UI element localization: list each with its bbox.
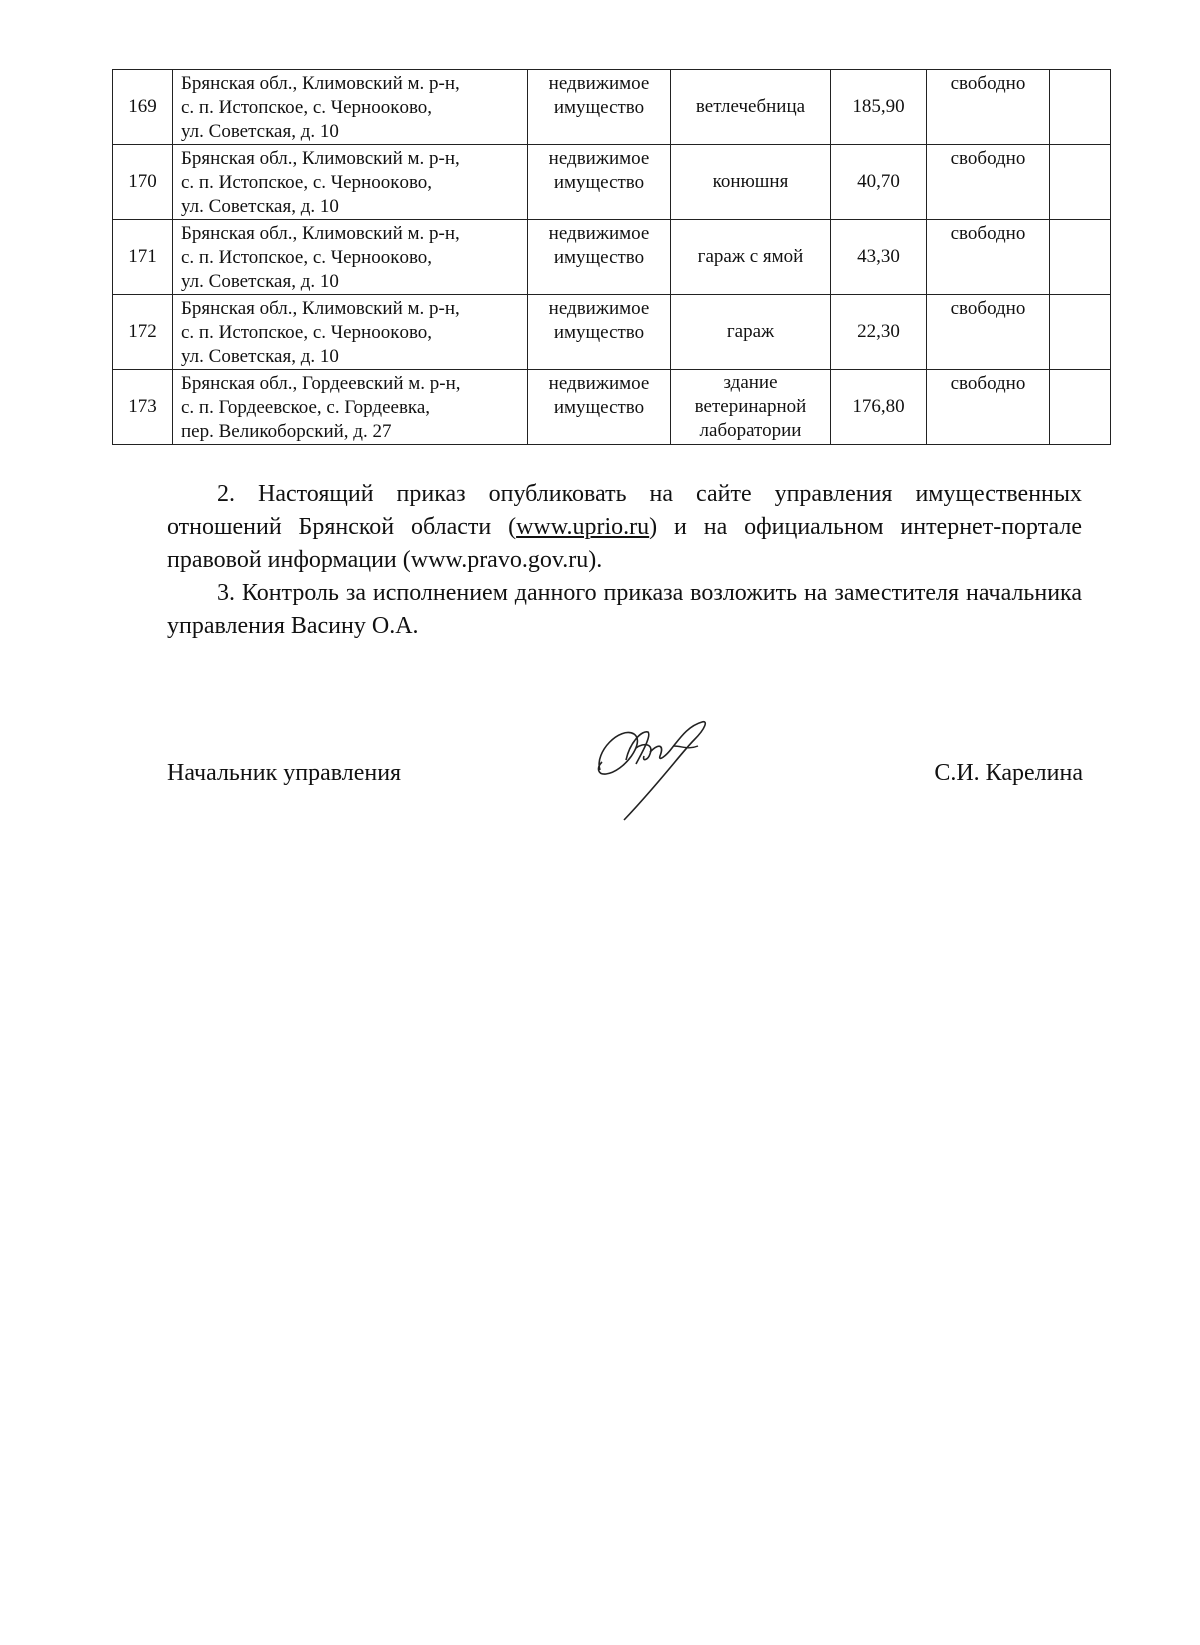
table-row [113,295,1111,370]
paragraph-publication-text: 2. Настоящий приказ опубликовать на сайте управления имущественных отношений Брянской области ( [167,481,1082,540]
row-object-name-line: здание [723,372,778,393]
paragraph-control [167,577,1082,643]
row-area: 43,30 [831,220,927,295]
row-number: 171 [113,220,173,295]
row-object-name-line: лаборатории [699,420,802,441]
paragraph-control-text: 3. Контроль за исполнением данного приказа возложить на заместителя начальника управления Васину О.А. [167,580,1082,639]
row-status: свободно [927,370,1050,445]
row-object-name-line: конюшня [712,171,789,192]
row-address-line: ул. Советская, д. 10 [181,196,339,217]
row-property-type [528,145,671,220]
row-status: свободно [927,220,1050,295]
row-object-name [671,70,831,145]
row-address [173,370,528,445]
row-object-name [671,295,831,370]
row-property-type-line: имущество [553,322,645,343]
row-area: 176,80 [831,370,927,445]
row-area: 40,70 [831,145,927,220]
table-row [113,220,1111,295]
row-extra [1050,370,1111,445]
row-object-name [671,370,831,445]
handwritten-signature [590,712,730,822]
row-area: 22,30 [831,295,927,370]
row-object-name [671,220,831,295]
row-number: 173 [113,370,173,445]
row-property-type-line: недвижимое [548,223,650,244]
row-property-type-line: недвижимое [548,373,650,394]
table-row [113,145,1111,220]
row-property-type-line: имущество [553,397,645,418]
row-number: 172 [113,295,173,370]
row-object-name-line: ветеринарной [694,396,807,417]
row-address-line: Брянская обл., Климовский м. р-н, [181,298,460,319]
row-address-line: с. п. Гордеевское, с. Гордеевка, [181,397,431,418]
property-table-body [113,70,1111,445]
row-status: свободно [927,70,1050,145]
row-property-type-line: недвижимое [548,73,650,94]
row-address-line: с. п. Истопское, с. Черноокoво, [181,97,433,118]
property-table [112,69,1111,445]
row-address-line: с. п. Истопское, с. Черноокoво, [181,322,433,343]
row-address-line: ул. Советская, д. 10 [181,346,339,367]
row-property-type [528,370,671,445]
row-address-line: ул. Советская, д. 10 [181,271,339,292]
row-property-type-line: недвижимое [548,148,650,169]
row-object-name-line: гараж [726,321,775,342]
row-address-line: Брянская обл., Гордеевский м. р-н, [181,373,461,394]
row-address-line: Брянская обл., Климовский м. р-н, [181,73,460,94]
row-address-line: с. п. Истопское, с. Черноокoво, [181,247,433,268]
row-extra [1050,70,1111,145]
row-property-type-line: имущество [553,247,645,268]
row-address [173,220,528,295]
table-row [113,370,1111,445]
row-number: 169 [113,70,173,145]
row-object-name-line: гараж с ямой [697,246,804,267]
paragraph-publication-text-end: ) и на официальном интернет-портале правовой информации (www.pravo.gov.ru). [167,514,1082,573]
row-extra [1050,295,1111,370]
row-property-type-line: недвижимое [548,298,650,319]
row-address-line: Брянская обл., Климовский м. р-н, [181,223,460,244]
row-address-line: ул. Советская, д. 10 [181,121,339,142]
row-property-type-line: имущество [553,172,645,193]
row-address-line: пер. Великоборский, д. 27 [181,421,392,442]
row-property-type [528,295,671,370]
row-area: 185,90 [831,70,927,145]
row-property-type-line: имущество [553,97,645,118]
row-extra [1050,145,1111,220]
row-extra [1050,220,1111,295]
row-object-name-line: ветлечебница [695,96,806,117]
row-address [173,145,528,220]
row-number: 170 [113,145,173,220]
row-address [173,70,528,145]
row-object-name [671,145,831,220]
row-status: свободно [927,295,1050,370]
row-address-line: Брянская обл., Климовский м. р-н, [181,148,460,169]
uprio-link[interactable]: www.uprio.ru [516,514,650,540]
table-row [113,70,1111,145]
signatory-position: Начальник управления [167,760,402,786]
signatory-name: С.И. Карелина [934,760,1083,786]
row-property-type [528,220,671,295]
row-address-line: с. п. Истопское, с. Черноокoво, [181,172,433,193]
row-status: свободно [927,145,1050,220]
row-address [173,295,528,370]
paragraph-publication [167,478,1082,577]
row-property-type [528,70,671,145]
